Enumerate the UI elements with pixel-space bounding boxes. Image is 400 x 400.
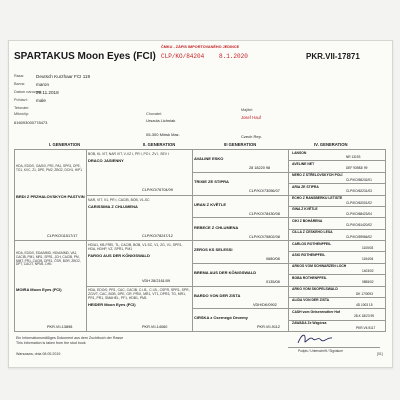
footer-place-date: Warszawa, dnia 08.05.2019	[16, 352, 61, 356]
gen4-reg-12: 0855/02	[362, 280, 374, 285]
dam-titles: HDA, EDO/0, EDA/MMD, HD/A/MMD, VA1, CACIB, PM1, MR1, SPR1, JCH, CACIB, PM, MMT, PR1, CACIB, DPE1, ČSR, BOR, ZBO2, DPT, CACIT, NPM1, DH1	[16, 251, 81, 267]
gen4-reg-16: PKR.VII-9117	[356, 325, 376, 330]
gen4-reg-13: DK 17/0093	[356, 291, 373, 296]
page-number: [01]	[377, 352, 383, 356]
gen3-header: III GENERATION	[224, 142, 257, 147]
breeder-address: 05-300 Mińsk Maz.	[146, 132, 180, 137]
gen2-reg-1: CLP/KO/76704/09	[142, 188, 173, 192]
chip-label: Mikročip:	[14, 112, 30, 116]
gen3-reg-8: PKR.VII-9112	[257, 325, 280, 329]
gen2-cell-2	[88, 198, 190, 209]
gen4-name-10: ASIO ROTHENPFEIL	[292, 252, 326, 257]
footer-text-1: Ein Informationsmäßiges Dokument aus dem Zuchtbuch der Rasse	[16, 336, 124, 340]
gen3-name-4: REBECE Z CHLUMENA	[194, 225, 239, 230]
gen4-name-15: CASH vom Geisenreuther Hof	[292, 309, 341, 314]
registry-stamp-title: ČMKU - ZÁPIS IMPORTOVANÉHO JEDINCE	[161, 45, 240, 49]
gen4-name-8: CILLA Z CESKEHO LESA	[292, 230, 333, 235]
gen4-name-4: ARIA ZE STIPRA	[292, 184, 319, 189]
tattoo-label: Tetování:	[14, 106, 30, 110]
gen4-reg-1: NR 13193	[346, 155, 361, 159]
gen3-reg-3: CLP/KO/78430/08	[249, 212, 280, 216]
gen4-reg-5: CLP/KO/62001/02	[346, 200, 372, 205]
gen3-name-2: TRIXIE ZE STIPRA	[194, 179, 229, 184]
dob-label: Datum narození:	[14, 90, 43, 94]
dob-value: 29.11.2018	[36, 90, 59, 95]
color-value: maron	[36, 82, 50, 87]
sex-value: male	[36, 98, 46, 103]
dam-cell	[16, 252, 84, 267]
signature-image	[296, 331, 334, 347]
gen3-reg-2: CLP/KO/73056/07	[249, 189, 280, 193]
gen2-reg-2: CLP/KO/78247/12	[142, 234, 173, 238]
gen4-header: IV. GENERATION	[314, 142, 348, 147]
sire-reg: CLP/KO/11517/17	[47, 234, 78, 238]
gen4-name-16: ZAWADA Ze Wzgórza	[292, 321, 327, 326]
gen4-name-6: GINA Z KVĚTLE	[292, 207, 318, 212]
gen3-name-1: AVALINE ESKO	[194, 156, 224, 161]
gen2-titles-1: BOB, KL VIT, NAR VIT, V-VZ I, PR I, PO I, ZV I, SEV I	[88, 152, 169, 156]
dog-name-title: SPARTAKUS Moon Eyes (FCI)	[14, 51, 156, 62]
registry-number-stamp: CLP/KO/84204	[161, 53, 205, 60]
gen4-name-14: ALIDA VON DER ZISTA	[292, 298, 330, 303]
gen2-titles-4: HDA, EDO/0, PR1, CAC, CACIB, C.I.B., C.I.B., CSPR, SPR1, SPR, ZG/VT, CAC, BOB, DPE, GR. PRIX, MR1, VT1, DPR3, TG, MR1, PR1, PR1, SMAHEL, PF1, HDB1, PM1	[88, 288, 190, 300]
color-label: Barva:	[14, 82, 25, 86]
gen4-reg-9: 1105/03	[362, 246, 374, 250]
gen4-reg-8: CLP/KO/59966/02	[346, 234, 372, 239]
gen2-name-1: DRACO JASIENNY	[88, 158, 124, 163]
gen4-name-5: ECHO Z RANSBERKU LETISTE	[292, 196, 343, 200]
gen4-name-11: ARKOS VOM SCHWARZEN LOCH	[292, 264, 347, 269]
sire-cell	[16, 165, 84, 173]
sex-label: Pohlaví:	[14, 98, 28, 102]
gen4-reg-15: 28-K 18/23 99	[354, 314, 375, 319]
gen4-reg-4: CLP/KO/62231/03	[346, 189, 372, 194]
gen4-name-12: BOBA ROTHENPFEIL	[292, 275, 327, 280]
registry-date-stamp: 8.1.2020	[219, 53, 248, 60]
sire-name: BRDI Z PRZHALOVSKYCH PASTVIN	[16, 194, 85, 199]
footer-text-2: This information is taken from the stud book	[16, 341, 86, 345]
pkr-number: PKR.VII-17871	[306, 52, 360, 61]
gen2-name-3: FARGO AUS DER KÖNIGSWALD	[88, 253, 150, 258]
gen3-name-8: CIRSKA z Csernegó Droemy	[194, 315, 248, 320]
dam-name: MOIRA Moon Eyes (FCI)	[16, 287, 62, 292]
gen3-name-3: URAN Z KVĚTLE	[194, 202, 226, 207]
gen4-reg-7: CLP/KO/61420/02	[346, 223, 372, 228]
gen3-reg-4: CLP/KO/75802/08	[249, 235, 280, 239]
gen4-name-2: AVELINE NET	[292, 161, 315, 166]
gen4-reg-6: CLP/KO/68423/04	[346, 211, 372, 216]
gen4-name-13: ARKO VOM SKOPELSWALD	[292, 287, 338, 291]
owner-value: Josef Hauf	[241, 115, 262, 120]
gen3-name-5: ZEROS KS SELESSI	[194, 247, 233, 252]
gen4-reg-10: 1154/04	[362, 257, 374, 262]
gen4-reg-11: 1403/02	[362, 268, 374, 273]
gen3-name-7: BARDO VON DER ZISTA	[194, 293, 241, 298]
gen4-name-3: NERO Z STŘELOVSKÝCH POLÍ	[292, 173, 343, 178]
gen1-header: I. GENERATION	[49, 142, 81, 147]
breed-value: Deutsch Kurzhaar FCI 119	[36, 74, 91, 79]
pedigree-document	[8, 40, 393, 368]
gen3-reg-6: 0135/08	[266, 280, 280, 284]
gen3-reg-1: 28 18220 98	[249, 166, 271, 170]
gen4-name-7: CIKI Z BOHÁRENA	[292, 218, 323, 223]
gen4-reg-2: DEF 93983/ 99	[346, 166, 368, 171]
gen4-reg-14: 4D 1003 15	[356, 302, 373, 307]
gen3-name-6: BREMA AUS DER KÖNIGSWALD	[194, 270, 257, 275]
gen4-reg-3: CLP/KO/56242/01	[346, 177, 372, 182]
gen2-cell-1	[88, 152, 190, 163]
gen2-reg-3: VDH 28/2161/09	[142, 279, 171, 283]
breed-label: Rasa:	[14, 74, 24, 78]
chip-number: 616093000778473	[14, 120, 48, 125]
gen2-reg-4: PKR.VII-14060	[142, 325, 168, 329]
gen2-name-2: CARISSIMA Z CHLUMENA	[88, 204, 138, 209]
owner-label: Majitel:	[241, 108, 254, 112]
gen3-reg-5: 0680/08	[266, 257, 280, 261]
gen2-titles-3: HD/A1, KB-FREI, TL, CACIB, BOB, V1-SC, V1, ZG, V1, SPR1, HDA, HDHP, VZ, SPR1, PM1	[88, 243, 183, 251]
breeder-value: Urszula Lichniak	[146, 118, 176, 123]
owner-country: Czech Rep.	[241, 134, 262, 139]
breeder-label: Chovatel:	[146, 112, 163, 116]
gen2-name-4: HEIDER Moon Eyes (FCI)	[88, 302, 136, 307]
signature-line	[288, 347, 380, 348]
gen2-header: II. GENERATION	[143, 142, 176, 147]
dam-reg: PKR.VII-13898	[47, 325, 73, 329]
gen4-column	[290, 150, 384, 332]
gen2-cell-4	[88, 288, 190, 307]
sire-titles: HDA, EDO/0, OA/0/0, PR1, PA1, SPR1, DPE, TO1, KVC, Z1, DPE, PM2, ZBO2, DCH1, HIP1	[16, 164, 83, 172]
gen3-reg-7: VDH/DK/0902	[253, 303, 277, 307]
signature-label: Podpis / Unterschrift / Signature	[298, 349, 344, 353]
gen4-name-1: LANSON	[292, 150, 307, 155]
gen4-name-9: CARLOS ROTHENPFEIL	[292, 241, 332, 246]
gen2-cell-3	[88, 243, 190, 258]
gen2-titles-2: NAR, VIT, V1, PR I, CACIB, BOB, V1-SC	[88, 198, 150, 202]
